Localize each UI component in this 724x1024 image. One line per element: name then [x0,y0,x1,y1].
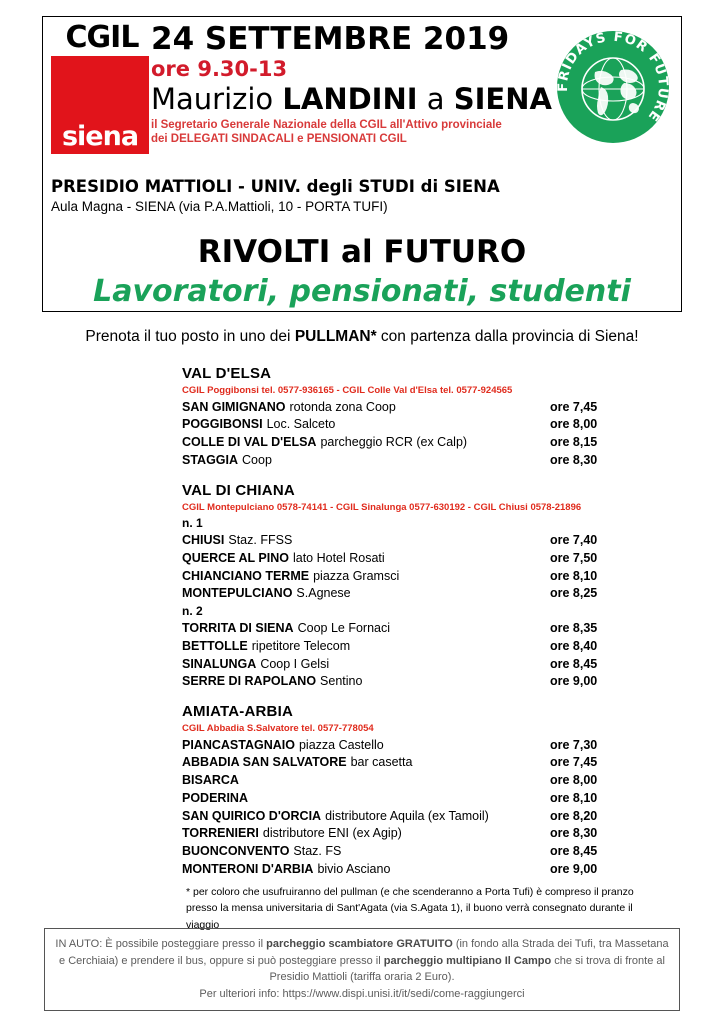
bus-stop-time: ore 8,10 [550,568,598,583]
cgil-logo-wordmark: CGIL [65,20,139,55]
bus-stop-time: ore 7,45 [550,399,598,414]
page-title: RIVOLTI al FUTURO [197,234,527,270]
page-subtitle: Lavoratori, pensionati, studenti [93,274,631,309]
route-group-title: VAL D'ELSA [182,365,272,382]
route-subgroup-label: n. 1 [182,516,203,530]
parking-text-2: (in fondo alla Strada dei Tufi, tra Massetana e Cerchiaia) e prendere il bus, oppure si può posteggiare presso il [59,938,669,967]
event-time: ore 9.30-13 [151,56,288,81]
speaker-role-line-1: il Segretario Generale Nazionale della CGIL all'Attivo provinciale [151,118,502,131]
bus-stop-row [182,754,622,772]
bus-stop-time: ore 7,50 [550,550,598,565]
bus-stop-detail: bar casetta [350,755,413,770]
bus-stop-time: ore 9,00 [550,861,598,876]
bus-stop-row [182,585,622,603]
bus-stop-detail: piazza Castello [298,737,384,752]
bus-stop-row [182,843,622,861]
bus-stop-name: TORRITA DI SIENA [182,621,294,636]
bus-stop-detail: Coop [242,452,272,467]
bus-stop-time: ore 8,15 [550,435,598,449]
bus-stop-time: ore 8,10 [550,790,598,805]
pullman-footnote [186,884,646,933]
bus-stop-row [182,452,622,470]
bus-stop-row [182,673,622,691]
event-date: 24 SETTEMBRE 2019 [151,21,510,57]
bus-stop-row [182,772,622,790]
cgil-logo-square [51,56,149,154]
booking-highlight: PULLMAN* [294,328,377,345]
parking-info-box [44,928,680,1011]
booking-instruction [0,328,724,346]
bus-stop-name: BISARCA [182,773,239,788]
bus-stop-name: TORRENIERI [182,826,259,841]
speaker-role [151,118,559,147]
bus-stop-detail: lato Hotel Rosati [292,550,385,565]
cgil-logo [51,20,151,154]
bus-stop-name: SAN GIMIGNANO [182,399,286,414]
bus-stop-detail: rotonda zona Coop [289,399,396,414]
route-group [182,364,622,470]
speaker-city: SIENA [453,81,552,116]
bus-stop-detail: Coop Le Fornaci [297,621,391,636]
bus-stop-time: ore 8,00 [550,417,598,432]
bus-stop-detail: S.Agnese [296,586,351,601]
more-info-url[interactable]: Per ulteriori info: https://www.dispi.unisi.it/it/sedi/come-raggiungerci [199,987,525,1000]
bus-stop-row [182,416,622,434]
bus-stop-name: SERRE DI RAPOLANO [182,674,317,689]
bus-stop-time: ore 8,45 [550,844,598,859]
bus-stop-time: ore 8,25 [550,586,598,601]
parking-bold-1: parcheggio scambiatore GRATUITO [266,938,453,950]
bus-stop-row [182,737,622,755]
bus-stop-row [182,656,622,674]
venue-block [51,177,671,215]
parking-bold-2: parcheggio multipiano Il Campo [383,954,552,967]
venue-name: PRESIDIO MATTIOLI - UNIV. degli STUDI di SIENA [51,177,500,196]
bus-stop-name: POGGIBONSI [182,417,263,432]
cgil-logo-city: siena [61,121,139,152]
footnote-line-2: presso la mensa universitaria di Sant'Agata (via S.Agata 1), il buono verrà consegnato durante il viaggio [186,902,633,931]
bus-stop-row [182,790,622,808]
bus-routes-list [182,364,622,890]
parking-info-paragraph [55,936,669,986]
booking-text-after: con partenza dalla provincia di Siena! [376,328,639,345]
bus-stop-name: CHIANCIANO TERME [182,568,310,583]
parking-text-3: che si trova di fronte al Presidio Mattioli (tariffa oraria 2 Euro). [269,954,665,983]
venue-address: Aula Magna - SIENA (via P.A.Mattioli, 10 - PORTA TUFI) [51,198,388,214]
bus-stop-time: ore 9,00 [550,674,598,689]
bus-stop-row [182,620,622,638]
route-group-contact: CGIL Montepulciano 0578-74141 - CGIL Sinalunga 0577-630192 - CGIL Chiusi 0578-21896 [182,501,582,513]
speaker-last-name: LANDINI [282,81,418,116]
speaker-first-name: Maurizio [151,81,283,116]
bus-stop-row [182,434,622,452]
route-group-contact: CGIL Poggibonsi tel. 0577-936165 - CGIL Colle Val d'Elsa tel. 0577-924565 [182,385,513,397]
bus-stop-detail: bivio Asciano [317,861,391,876]
bus-stop-time: ore 8,00 [550,773,598,788]
bus-stop-detail: ripetitore Telecom [251,638,351,653]
bus-stop-row [182,808,622,826]
bus-stop-detail: parcheggio RCR (ex Calp) [320,435,468,449]
route-group [182,702,622,879]
bus-stop-detail: distributore ENI (ex Agip) [262,826,402,841]
parking-text-1: IN AUTO: È possibile posteggiare presso il [55,938,267,950]
bus-stop-detail: Loc. Salceto [266,417,336,432]
route-group-title: AMIATA-ARBIA [182,703,293,721]
bus-stop-time: ore 8,30 [550,826,598,841]
route-group-title: VAL DI CHIANA [182,481,295,499]
bus-stop-time: ore 8,40 [550,638,598,653]
bus-stop-name: ABBADIA SAN SALVATORE [182,755,347,770]
bus-stop-detail: piazza Gramsci [313,568,400,583]
bus-stop-name: MONTEPULCIANO [182,586,293,601]
bus-stop-time: ore 7,30 [550,737,598,752]
speaker-line [151,81,559,116]
bus-stop-time: ore 8,30 [550,452,598,467]
bus-stop-time: ore 8,45 [550,656,598,671]
bus-stop-row [182,399,622,417]
fridays-for-future-logo [551,25,675,149]
header-box [42,16,682,312]
bus-stop-time: ore 7,40 [550,533,598,548]
speaker-connector: a [417,81,454,116]
fff-badge-text: FRIDAYS FOR FUTURE [555,29,671,125]
bus-stop-row [182,825,622,843]
footnote-line-1: * per coloro che usufruiranno del pullman (e che scenderanno a Porta Tufi) è compreso il pranzo [186,886,634,898]
bus-stop-row [182,532,622,550]
bus-stop-row [182,568,622,586]
bus-stop-detail: Coop I Gelsi [260,656,330,671]
header-text-block [151,23,559,146]
bus-stop-name: QUERCE AL PINO [182,550,289,565]
bus-stop-time: ore 8,20 [550,808,598,823]
bus-stop-name: STAGGIA [182,452,239,467]
bus-stop-name: PODERINA [182,790,248,805]
bus-stop-detail: Sentino [320,674,363,689]
route-group [182,481,622,692]
bus-stop-name: SAN QUIRICO D'ORCIA [182,808,322,823]
speaker-role-line-2: dei DELEGATI SINDACALI e PENSIONATI CGIL [151,132,407,145]
bus-stop-time: ore 8,35 [550,621,598,636]
bus-stop-detail: Staz. FFSS [228,533,293,548]
route-subgroup-label: n. 2 [182,604,203,619]
bus-stop-time: ore 7,45 [550,755,598,770]
bus-stop-row [182,638,622,656]
bus-stop-detail: distributore Aquila (ex Tamoil) [325,808,489,823]
route-group-contact: CGIL Abbadia S.Salvatore tel. 0577-778054 [182,723,374,735]
bus-stop-name: BUONCONVENTO [182,844,290,859]
bus-stop-name: SINALUNGA [182,656,257,671]
bus-stop-name: PIANCASTAGNAIO [182,737,295,752]
bus-stop-name: COLLE DI VAL D'ELSA [182,435,317,449]
bus-stop-name: BETTOLLE [182,638,248,653]
bus-stop-row [182,550,622,568]
bus-stop-detail: Staz. FS [293,844,342,859]
bus-stop-name: MONTERONI D'ARBIA [182,861,314,876]
bus-stop-row [182,861,622,879]
bus-stop-name: CHIUSI [182,533,225,548]
booking-text-before: Prenota il tuo posto in uno dei [85,328,295,345]
